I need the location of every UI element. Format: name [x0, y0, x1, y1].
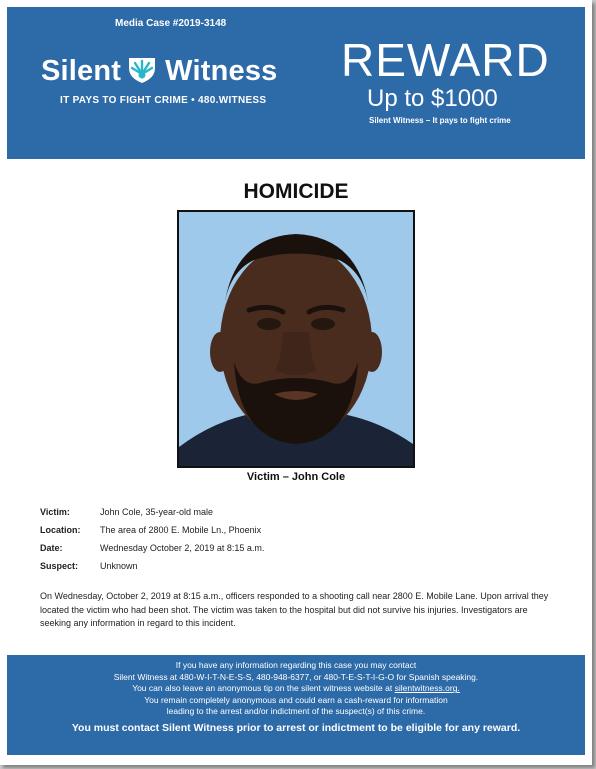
detail-label: Suspect:	[40, 561, 79, 571]
victim-photo	[177, 210, 415, 468]
footer-line-4: You remain completely anonymous and could earn a cash-reward for information	[144, 694, 448, 705]
contact-footer	[7, 655, 585, 755]
detail-value: Unknown	[100, 561, 138, 571]
logo-word-left: Silent	[41, 54, 122, 87]
detail-value: John Cole, 35-year-old male	[100, 507, 214, 517]
footer-line-3-text: You can also leave an anonymous tip on the silent witness website at	[132, 683, 395, 694]
silent-witness-logo	[41, 54, 278, 88]
detail-value: Wednesday October 2, 2019 at 8:15 a.m.	[100, 543, 265, 553]
logo-tagline: IT PAYS TO FIGHT CRIME • 480.WITNESS	[60, 95, 267, 106]
crime-title: HOMICIDE	[243, 180, 349, 203]
media-case-number: Media Case #2019-3148	[115, 18, 227, 29]
victim-portrait-image	[179, 212, 413, 466]
reward-heading: REWARD	[341, 34, 550, 86]
footer-line-3	[7, 683, 585, 695]
sunburst-shield-icon	[125, 50, 159, 84]
incident-narrative: On Wednesday, October 2, 2019 at 8:15 a.m., officers responded to a shooting call near 2800 E. Mobile Lane. Upon arrival they located the victim who had been shot. The victim was taken to the hospital but did not survive his injuries. Investigators are seeking any information in regard to this incident.	[40, 591, 549, 628]
footer-line-2: Silent Witness at 480-W-I-T-N-E-S-S, 480-948-6377, or 480-T-E-S-T-I-G-O for Spanish speaking.	[113, 671, 479, 682]
footer-line-5: leading to the arrest and/or indictment of the suspect(s) of this crime.	[166, 706, 426, 717]
website-link[interactable]: silentwitness.org.	[394, 683, 460, 694]
detail-label: Victim:	[40, 507, 70, 517]
detail-label: Location:	[40, 525, 81, 535]
detail-value: The area of 2800 E. Mobile Ln., Phoenix	[100, 525, 262, 535]
reward-eligibility-notice: You must contact Silent Witness prior to arrest or indictment to be eligible for any reward.	[71, 721, 521, 734]
flyer-header	[7, 7, 585, 159]
reward-amount: Up to $1000	[367, 85, 498, 112]
footer-line-1: If you have any information regarding this case you may contact	[175, 660, 417, 670]
detail-label: Date:	[40, 543, 63, 553]
photo-caption: Victim – John Cole	[246, 471, 346, 483]
logo-word-right: Witness	[165, 54, 278, 87]
reward-subtitle: Silent Witness – It pays to fight crime	[369, 116, 511, 125]
